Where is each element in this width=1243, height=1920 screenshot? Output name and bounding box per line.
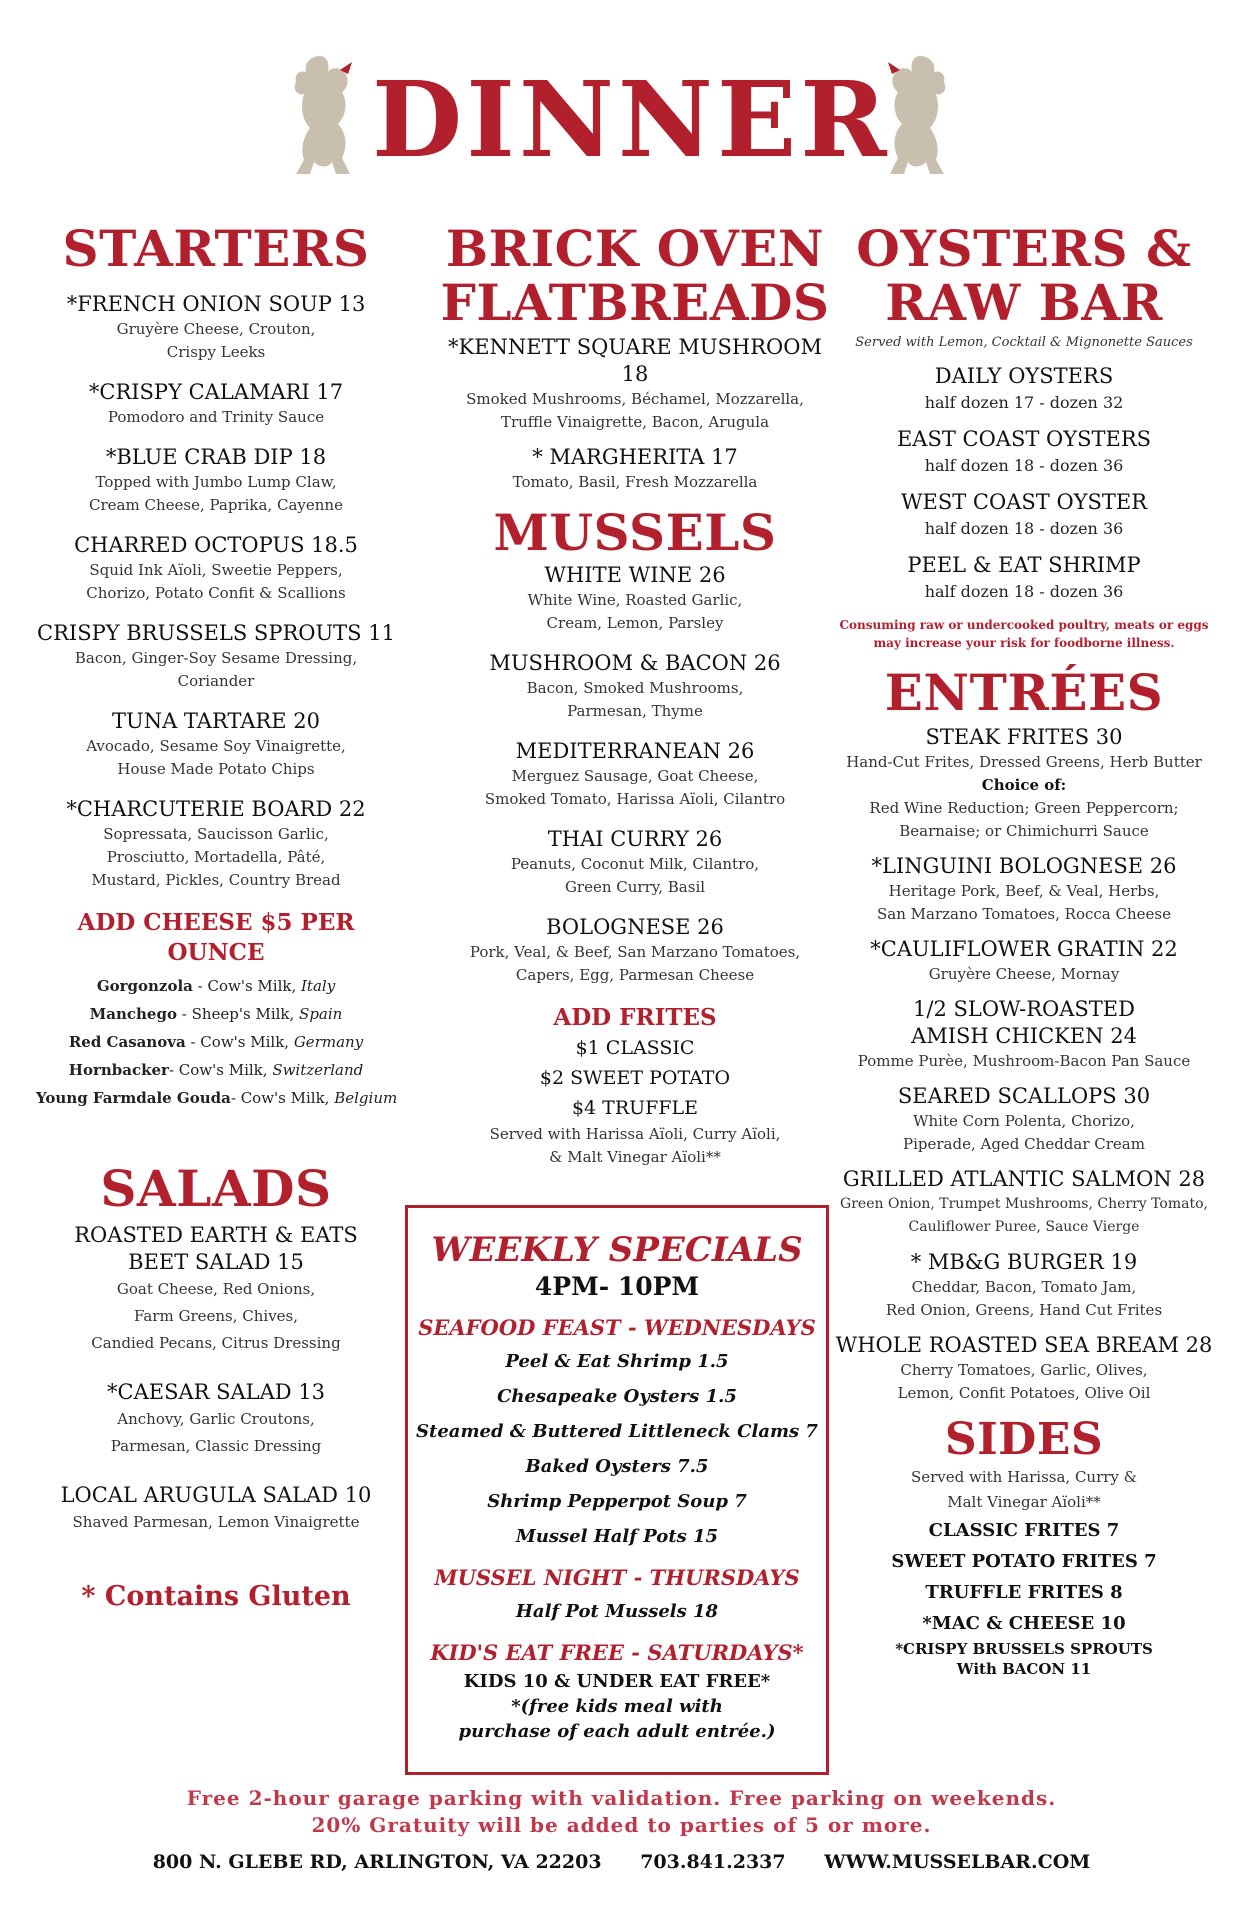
desc-line: Cheddar, Bacon, Tomato Jam, — [911, 1278, 1137, 1296]
desc-line: Red Onion, Greens, Hand Cut Frites — [885, 1301, 1163, 1319]
desc-line: Candied Pecans, Citrus Dressing — [91, 1334, 341, 1352]
name-line: AMISH CHICKEN 24 — [911, 1024, 1137, 1048]
warning-line: Consuming raw or undercooked poultry, meats or eggs — [839, 618, 1209, 632]
menu-item — [435, 650, 835, 723]
desc-line: Cream Cheese, Paprika, Cayenne — [89, 496, 343, 514]
frites-note — [435, 1123, 835, 1169]
list-item: $2 SWEET POTATO — [539, 1067, 731, 1089]
item-name: MEDITERRANEAN 26 — [515, 739, 755, 763]
item-name: *LINGUINI BOLOGNESE 26 — [871, 854, 1177, 878]
item-desc — [36, 1276, 396, 1357]
desc-line: Piperade, Aged Cheddar Cream — [903, 1135, 1145, 1153]
desc-line: San Marzano Tomatoes, Rocca Cheese — [877, 905, 1171, 923]
desc-line: Cream, Lemon, Parsley — [546, 614, 724, 632]
item-name: *FRENCH ONION SOUP 13 — [66, 292, 366, 316]
title-line: FLATBREADS — [440, 273, 830, 332]
menu-item — [435, 562, 835, 635]
desc-line: Red Wine Reduction; Green Peppercorn; — [869, 799, 1179, 817]
item-desc — [36, 318, 396, 364]
desc-line: Mustard, Pickles, Country Bread — [91, 871, 341, 889]
item-desc — [832, 797, 1216, 843]
kids-line: *(free kids meal with — [511, 1696, 723, 1717]
item-name: *CRISPY CALAMARI 17 — [88, 380, 344, 404]
item-name: LOCAL ARUGULA SALAD 10 — [60, 1483, 372, 1507]
desc-line: Sopressata, Saucisson Garlic, — [103, 825, 329, 843]
list-item — [36, 972, 396, 1000]
item-name — [36, 1222, 396, 1276]
item-name: CHARRED OCTOPUS 18.5 — [74, 533, 358, 557]
desc-line: Tomato, Basil, Fresh Mozzarella — [512, 473, 758, 491]
desc-line: Served with Harissa, Curry & — [910, 1468, 1138, 1486]
list-item: Chesapeake Oysters 1.5 — [497, 1386, 737, 1407]
list-item: Peel & Eat Shrimp 1.5 — [505, 1351, 729, 1372]
address: 800 N. GLEBE RD, ARLINGTON, VA 22203 — [152, 1851, 602, 1873]
item-desc — [832, 1359, 1216, 1405]
item-name — [832, 996, 1216, 1050]
item-desc — [832, 963, 1216, 986]
desc-line: Merguez Sausage, Goat Cheese, — [511, 767, 759, 785]
list-item: $4 TRUFFLE — [571, 1097, 699, 1119]
item-price: half dozen 18 - dozen 36 — [924, 582, 1124, 601]
gratuity-note: 20% Gratuity will be added to parties of 5 or more. — [311, 1813, 932, 1837]
item-desc — [435, 388, 835, 434]
desc-line: Parmesan, Classic Dressing — [110, 1437, 322, 1455]
menu-item — [435, 914, 835, 987]
menu-item — [832, 936, 1216, 986]
entrees-title: ENTRÉES — [884, 663, 1164, 722]
seafood-feast-heading: SEAFOOD FEAST - WEDNESDAYS — [418, 1315, 816, 1340]
menu-item — [832, 853, 1216, 926]
item-name: CRISPY BRUSSELS SPROUTS 11 — [37, 621, 395, 645]
menu-item — [36, 620, 396, 693]
list-item: Shrimp Pepperpot Soup 7 — [487, 1491, 747, 1512]
item-desc — [832, 1110, 1216, 1156]
cheese-milk: - Cow's Milk, — [185, 1033, 294, 1051]
sides-title: SIDES — [944, 1414, 1104, 1465]
menu-item — [832, 488, 1216, 541]
cheese-name: Manchego — [89, 1005, 177, 1023]
menu-item — [36, 532, 396, 605]
title-line: OYSTERS & — [856, 219, 1192, 278]
menu-item — [832, 362, 1216, 415]
item-desc — [36, 823, 396, 892]
cheese-milk: - Sheep's Milk, — [176, 1005, 300, 1023]
menu-header — [0, 50, 1243, 180]
flatbreads-title — [435, 219, 835, 332]
name-line: 1/2 SLOW-ROASTED — [913, 997, 1135, 1021]
list-item: $1 CLASSIC — [575, 1037, 695, 1059]
item-desc — [435, 765, 835, 811]
item-desc — [435, 941, 835, 987]
item-desc — [36, 471, 396, 517]
cheese-country: Switzerland — [272, 1061, 364, 1079]
cheese-name: Young Farmdale Gouda — [36, 1089, 231, 1107]
desc-line: Smoked Tomato, Harissa Aïoli, Cilantro — [484, 790, 786, 808]
menu-item — [832, 1332, 1216, 1405]
desc-line: Served with Harissa Aïoli, Curry Aïoli, — [489, 1125, 781, 1143]
desc-line: Bacon, Smoked Mushrooms, — [526, 679, 744, 697]
rawbar-title — [832, 219, 1216, 332]
desc-line: Bearnaise; or Chimichurri Sauce — [899, 822, 1149, 840]
item-name: STEAK FRITES 30 — [925, 725, 1123, 749]
menu-item — [36, 444, 396, 517]
desc-line: Lemon, Confit Potatoes, Olive Oil — [897, 1384, 1151, 1402]
menu-item — [435, 444, 835, 494]
item-name: GRILLED ATLANTIC SALMON 28 — [842, 1167, 1206, 1191]
menu-item — [832, 1166, 1216, 1239]
cheese-milk: - Cow's Milk, — [230, 1089, 335, 1107]
item-price: half dozen 18 - dozen 36 — [924, 456, 1124, 475]
kids-eat-free-heading: KID'S EAT FREE - SATURDAYS* — [430, 1640, 804, 1665]
desc-line: Topped with Jumbo Lump Claw, — [95, 473, 337, 491]
desc-line: Cauliflower Puree, Sauce Vierge — [908, 1219, 1140, 1235]
menu-item — [832, 1249, 1216, 1322]
menu-item — [36, 708, 396, 781]
cheese-name: Gorgonzola — [96, 977, 193, 995]
desc-line: Green Onion, Trumpet Mushrooms, Cherry Tomato, — [840, 1196, 1208, 1212]
starters-title: STARTERS — [62, 219, 370, 278]
item-name: MUSHROOM & BACON 26 — [489, 651, 781, 675]
menu-item — [832, 724, 1216, 843]
raw-warning — [832, 616, 1216, 652]
item-desc — [832, 1050, 1216, 1073]
column-right — [832, 219, 1216, 1679]
add-cheese-title: ADD CHEESE $5 PER OUNCE — [77, 909, 355, 966]
menu-item — [832, 425, 1216, 478]
desc-line: Truffle Vinaigrette, Bacon, Arugula — [500, 413, 770, 431]
item-name: EAST COAST OYSTERS — [896, 427, 1152, 451]
menu-item — [36, 796, 396, 892]
item-name: WEST COAST OYSTER — [900, 490, 1148, 514]
menu-item — [435, 334, 835, 434]
desc-line: Chorizo, Potato Confit & Scallions — [86, 584, 346, 602]
item-desc — [36, 406, 396, 429]
kids-line: KIDS 10 & UNDER EAT FREE* — [463, 1671, 771, 1692]
desc-line: House Made Potato Chips — [117, 760, 315, 778]
item-name: * MARGHERITA 17 — [532, 445, 738, 469]
menu-item — [435, 738, 835, 811]
desc-line: Peanuts, Coconut Milk, Cilantro, — [510, 855, 760, 873]
desc-line: Crispy Leeks — [166, 343, 266, 361]
name-line: *CRISPY BRUSSELS SPROUTS — [895, 1640, 1153, 1658]
list-item: CLASSIC FRITES 7 — [928, 1520, 1120, 1541]
name-line: BEET SALAD 15 — [128, 1250, 304, 1274]
frites-options — [435, 1033, 835, 1123]
lion-crest-left-icon — [280, 50, 360, 180]
gluten-note: * Contains Gluten — [81, 1581, 351, 1612]
mussels-title: MUSSELS — [493, 503, 777, 562]
item-name: SEARED SCALLOPS 30 — [897, 1084, 1151, 1108]
title-line: BRICK OVEN — [445, 219, 825, 278]
specials-title: WEEKLY SPECIALS — [431, 1230, 803, 1270]
add-frites-title: ADD FRITES — [553, 1004, 717, 1031]
desc-line: Malt Vinegar Aïoli** — [947, 1493, 1101, 1511]
name-line: With BACON 11 — [956, 1660, 1092, 1678]
desc-line: Farm Greens, Chives, — [133, 1307, 299, 1325]
item-name: * MB&G BURGER 19 — [910, 1250, 1138, 1274]
item-desc — [36, 735, 396, 781]
footer — [0, 1785, 1243, 1875]
item-name: TUNA TARTARE 20 — [112, 709, 320, 733]
item-name: WHOLE ROASTED SEA BREAM 28 — [835, 1333, 1213, 1357]
desc-line: Cherry Tomatoes, Garlic, Olives, — [900, 1361, 1148, 1379]
website-link[interactable]: WWW.MUSSELBAR.COM — [824, 1851, 1091, 1873]
list-item: Mussel Half Pots 15 — [515, 1526, 719, 1547]
desc-line: Green Curry, Basil — [564, 878, 706, 896]
list-item: Steamed & Buttered Littleneck Clams 7 — [416, 1421, 818, 1442]
desc-line: Avocado, Sesame Soy Vinaigrette, — [86, 737, 346, 755]
menu-item — [36, 1379, 396, 1460]
item-desc — [832, 1276, 1216, 1322]
cheese-name: Hornbacker — [68, 1061, 169, 1079]
column-middle — [435, 219, 835, 1169]
desc-line: Bacon, Ginger-Soy Sesame Dressing, — [74, 649, 358, 667]
desc-line: Coriander — [177, 672, 255, 690]
cheese-name: Red Casanova — [68, 1033, 186, 1051]
sides-note — [832, 1465, 1216, 1515]
page-title: DINNER — [372, 58, 891, 181]
cheese-country: Spain — [299, 1005, 343, 1023]
item-name: WHITE WINE 26 — [544, 563, 726, 587]
list-item: SWEET POTATO FRITES 7 — [891, 1551, 1157, 1572]
desc-line: Pork, Veal, & Beef, San Marzano Tomatoes, — [469, 943, 801, 961]
item-desc — [435, 853, 835, 899]
menu-item — [435, 826, 835, 899]
item-name: *KENNETT SQUARE MUSHROOM 18 — [448, 335, 822, 386]
item-desc — [832, 880, 1216, 926]
menu-item — [832, 551, 1216, 604]
item-name: *CAULIFLOWER GRATIN 22 — [870, 937, 1178, 961]
cheese-milk: - Cow's Milk, — [168, 1061, 273, 1079]
mussel-night-heading: MUSSEL NIGHT - THURSDAYS — [434, 1565, 800, 1590]
list-item — [36, 1056, 396, 1084]
menu-item — [36, 379, 396, 429]
cheese-country: Germany — [293, 1033, 364, 1051]
choice-label: Choice of: — [981, 776, 1067, 794]
desc-line: Gruyère Cheese, Mornay — [928, 965, 1120, 983]
cheese-list — [36, 972, 396, 1112]
list-item — [36, 1000, 396, 1028]
column-left — [36, 219, 398, 1614]
desc-line: White Corn Polenta, Chorizo, — [913, 1112, 1135, 1130]
list-item — [832, 1639, 1216, 1679]
item-name: DAILY OYSTERS — [934, 364, 1114, 388]
item-desc: Hand-Cut Frites, Dressed Greens, Herb Butter — [846, 753, 1202, 771]
item-desc — [36, 1406, 396, 1460]
item-name: *BLUE CRAB DIP 18 — [105, 445, 327, 469]
item-desc — [435, 589, 835, 635]
cheese-country: Italy — [301, 977, 336, 995]
item-desc — [36, 1509, 396, 1536]
item-desc — [36, 647, 396, 693]
weekly-specials-box — [405, 1205, 829, 1775]
item-name: *CAESAR SALAD 13 — [107, 1380, 325, 1404]
lion-crest-right-icon — [880, 50, 960, 180]
salads-title: SALADS — [100, 1159, 332, 1218]
parking-note: Free 2-hour garage parking with validation. Free parking on weekends. — [186, 1786, 1057, 1810]
kids-line: purchase of each adult entrée.) — [458, 1721, 776, 1742]
desc-line: Smoked Mushrooms, Béchamel, Mozzarella, — [466, 390, 804, 408]
desc-line: Prosciutto, Mortadella, Pâté, — [106, 848, 326, 866]
menu-item — [36, 291, 396, 364]
item-desc — [832, 1193, 1216, 1239]
item-desc — [36, 559, 396, 605]
item-name: THAI CURRY 26 — [547, 827, 723, 851]
desc-line: Anchovy, Garlic Croutons, — [117, 1410, 315, 1428]
title-line: RAW BAR — [885, 273, 1163, 332]
item-desc — [435, 677, 835, 723]
menu-item — [36, 1482, 396, 1536]
desc-line: & Malt Vinegar Aïoli** — [549, 1148, 721, 1166]
desc-line: Goat Cheese, Red Onions, — [116, 1280, 316, 1298]
list-item: Half Pot Mussels 18 — [515, 1601, 719, 1622]
name-line: ROASTED EARTH & EATS — [74, 1223, 358, 1247]
desc-line: White Wine, Roasted Garlic, — [527, 591, 743, 609]
specials-hours: 4PM- 10PM — [534, 1272, 700, 1301]
desc-line: Pomme Purèe, Mushroom-Bacon Pan Sauce — [857, 1052, 1191, 1070]
warning-line: may increase your risk for foodborne illness. — [873, 636, 1175, 650]
item-desc — [435, 471, 835, 494]
desc-line: Heritage Pork, Beef, & Veal, Herbs, — [888, 882, 1160, 900]
phone: 703.841.2337 — [640, 1851, 786, 1873]
menu-item — [832, 1083, 1216, 1156]
menu-item — [36, 1222, 396, 1357]
list-item: Baked Oysters 7.5 — [525, 1456, 709, 1477]
cheese-country: Belgium — [334, 1089, 398, 1107]
item-price: half dozen 17 - dozen 32 — [924, 393, 1124, 412]
desc-line: Shaved Parmesan, Lemon Vinaigrette — [72, 1513, 360, 1531]
item-price: half dozen 18 - dozen 36 — [924, 519, 1124, 538]
desc-line: Capers, Egg, Parmesan Cheese — [515, 966, 755, 984]
item-name: BOLOGNESE 26 — [546, 915, 724, 939]
desc-line: Gruyère Cheese, Crouton, — [116, 320, 316, 338]
item-name: *CHARCUTERIE BOARD 22 — [66, 797, 366, 821]
menu-item — [832, 996, 1216, 1073]
list-item: *MAC & CHEESE 10 — [922, 1613, 1126, 1634]
item-name: PEEL & EAT SHRIMP — [907, 553, 1141, 577]
contact-info — [0, 1849, 1243, 1875]
list-item — [36, 1028, 396, 1056]
list-item — [36, 1084, 396, 1112]
cheese-milk: - Cow's Milk, — [192, 977, 301, 995]
rawbar-subtitle: Served with Lemon, Cocktail & Mignonette Sauces — [855, 335, 1193, 350]
desc-line: Parmesan, Thyme — [567, 702, 703, 720]
list-item: TRUFFLE FRITES 8 — [925, 1582, 1123, 1603]
desc-line: Squid Ink Aïoli, Sweetie Peppers, — [89, 561, 343, 579]
desc-line: Pomodoro and Trinity Sauce — [107, 408, 325, 426]
